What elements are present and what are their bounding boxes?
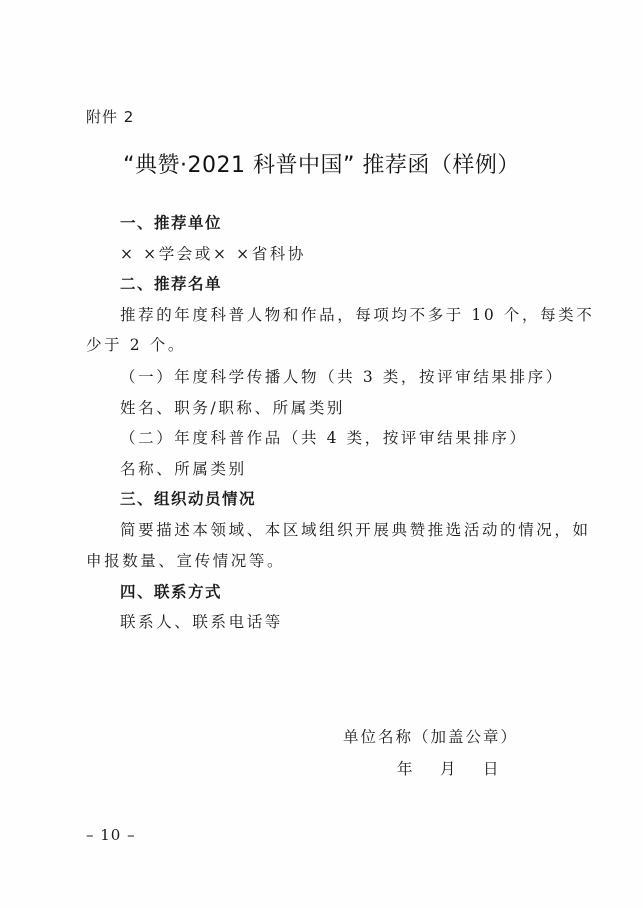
section-3-heading: 三、组织动员情况 [120, 490, 257, 508]
section-4-text: 联系人、联系电话等 [120, 613, 283, 631]
section-2-sub2: （二）年度科普作品（共 4 类，按评审结果排序） [120, 429, 528, 447]
signature-date: 年 月 日 [397, 760, 505, 778]
section-3-text-line1: 简要描述本领域、本区域组织开展典赞推选活动的情况，如 [120, 521, 591, 539]
attachment-label: 附件 2 [86, 108, 135, 126]
document-title: “典赞·2021 科普中国” 推荐函（样例） [123, 153, 520, 178]
section-2-sub2-text: 名称、所属类别 [120, 460, 247, 478]
signature-unit: 单位名称（加盖公章） [343, 728, 519, 746]
section-1-text: × ×学会或× ×省科协 [120, 245, 307, 263]
section-4-heading: 四、联系方式 [120, 583, 223, 601]
section-2-heading: 二、推荐名单 [120, 275, 223, 293]
section-2-text-line1: 推荐的年度科普人物和作品，每项均不多于 10 个，每类不 [120, 306, 595, 324]
section-2-text-line2: 少于 2 个。 [86, 336, 186, 354]
section-2-sub1-text: 姓名、职务/职称、所属类别 [120, 399, 346, 417]
section-1-heading: 一、推荐单位 [120, 214, 223, 232]
section-3-text-line2: 申报数量、宣传情况等。 [86, 552, 286, 570]
section-2-sub1: （一）年度科学传播人物（共 3 类，按评审结果排序） [120, 368, 564, 386]
page-number: – 10 – [86, 826, 136, 844]
